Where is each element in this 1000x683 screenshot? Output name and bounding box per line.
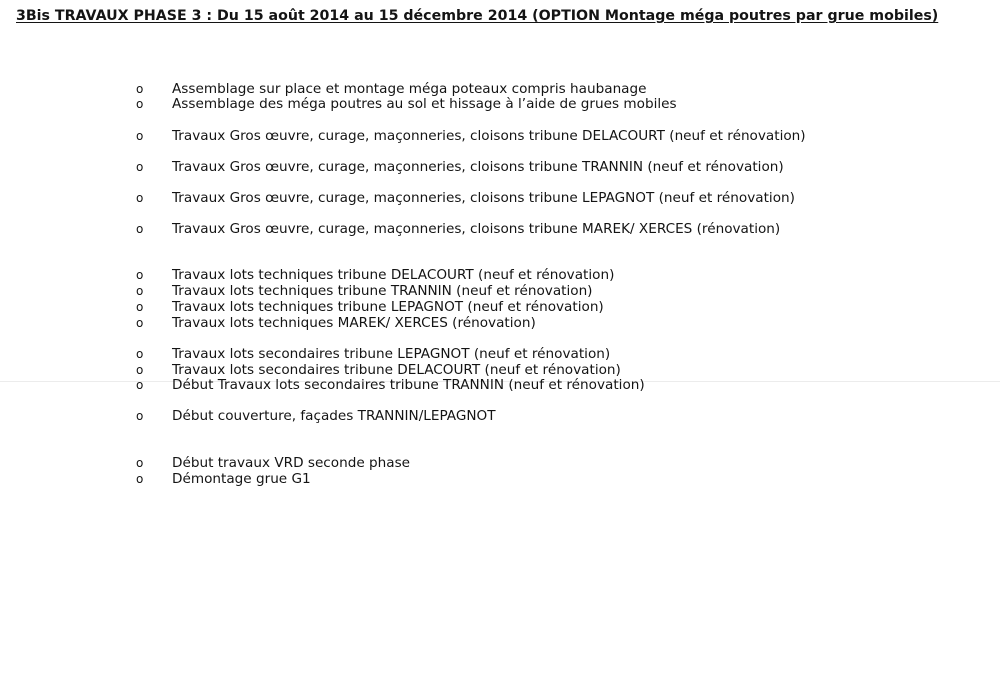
list-item: [136, 472, 956, 488]
bullet-icon: o: [136, 160, 144, 174]
list-item-text: Travaux lots techniques tribune LEPAGNOT (neuf et rénovation): [172, 299, 604, 315]
list-item-text: Début travaux VRD seconde phase: [172, 455, 411, 471]
bullet-icon: o: [136, 300, 144, 314]
list-item: [136, 97, 956, 113]
bullet-icon: o: [136, 472, 144, 486]
list-item-text: Travaux Gros œuvre, curage, maçonneries, cloisons tribune MAREK/ XERCES (rénovation): [172, 221, 781, 237]
bullet-icon: o: [136, 97, 144, 111]
bullet-icon: o: [136, 191, 144, 205]
bullet-icon: o: [136, 222, 144, 236]
list-item-text: Travaux lots techniques tribune TRANNIN (neuf et rénovation): [172, 283, 593, 299]
list-item: [136, 129, 956, 145]
bullet-icon: o: [136, 284, 144, 298]
bullet-icon: o: [136, 129, 144, 143]
bullet-icon: o: [136, 456, 144, 470]
list-item: [136, 300, 956, 316]
list-item-text: Travaux lots secondaires tribune DELACOURT (neuf et rénovation): [172, 362, 621, 378]
list-item-text: Assemblage sur place et montage méga poteaux compris haubanage: [172, 81, 647, 97]
list-item-text: Travaux lots techniques MAREK/ XERCES (rénovation): [172, 315, 536, 331]
list-item-text: Travaux Gros œuvre, curage, maçonneries, cloisons tribune DELACOURT (neuf et rénovation): [172, 128, 806, 144]
list-item: [136, 316, 956, 332]
document-heading: 3Bis TRAVAUX PHASE 3 : Du 15 août 2014 au 15 décembre 2014 (OPTION Montage méga poutres par grue mobiles): [16, 8, 939, 24]
bullet-icon: o: [136, 268, 144, 282]
bullet-icon: o: [136, 378, 144, 392]
list-item-text: Début couverture, façades TRANNIN/LEPAGNOT: [172, 408, 496, 424]
bullet-icon: o: [136, 316, 144, 330]
list-item: [136, 284, 956, 300]
list-item-text: Début Travaux lots secondaires tribune TRANNIN (neuf et rénovation): [172, 377, 645, 393]
list-item: [136, 409, 956, 425]
list-item-text: Travaux lots secondaires tribune LEPAGNOT (neuf et rénovation): [172, 346, 611, 362]
list-item: [136, 378, 956, 394]
list-item-text: Démontage grue G1: [172, 471, 311, 487]
list-item-text: Travaux lots techniques tribune DELACOURT (neuf et rénovation): [172, 267, 615, 283]
list-item: [136, 160, 956, 176]
list-item: [136, 222, 956, 238]
list-item-text: Travaux Gros œuvre, curage, maçonneries, cloisons tribune LEPAGNOT (neuf et rénovation): [172, 190, 795, 206]
list-item: [136, 456, 956, 472]
list-item: [136, 347, 956, 363]
list-item: [136, 268, 956, 284]
list-item-text: Travaux Gros œuvre, curage, maçonneries, cloisons tribune TRANNIN (neuf et rénovation): [172, 159, 784, 175]
bullet-icon: o: [136, 82, 144, 96]
bullet-icon: o: [136, 347, 144, 361]
list-item-text: Assemblage des méga poutres au sol et hissage à l’aide de grues mobiles: [172, 96, 677, 112]
bullet-icon: o: [136, 409, 144, 423]
bullet-icon: o: [136, 363, 144, 377]
list-item: [136, 191, 956, 207]
